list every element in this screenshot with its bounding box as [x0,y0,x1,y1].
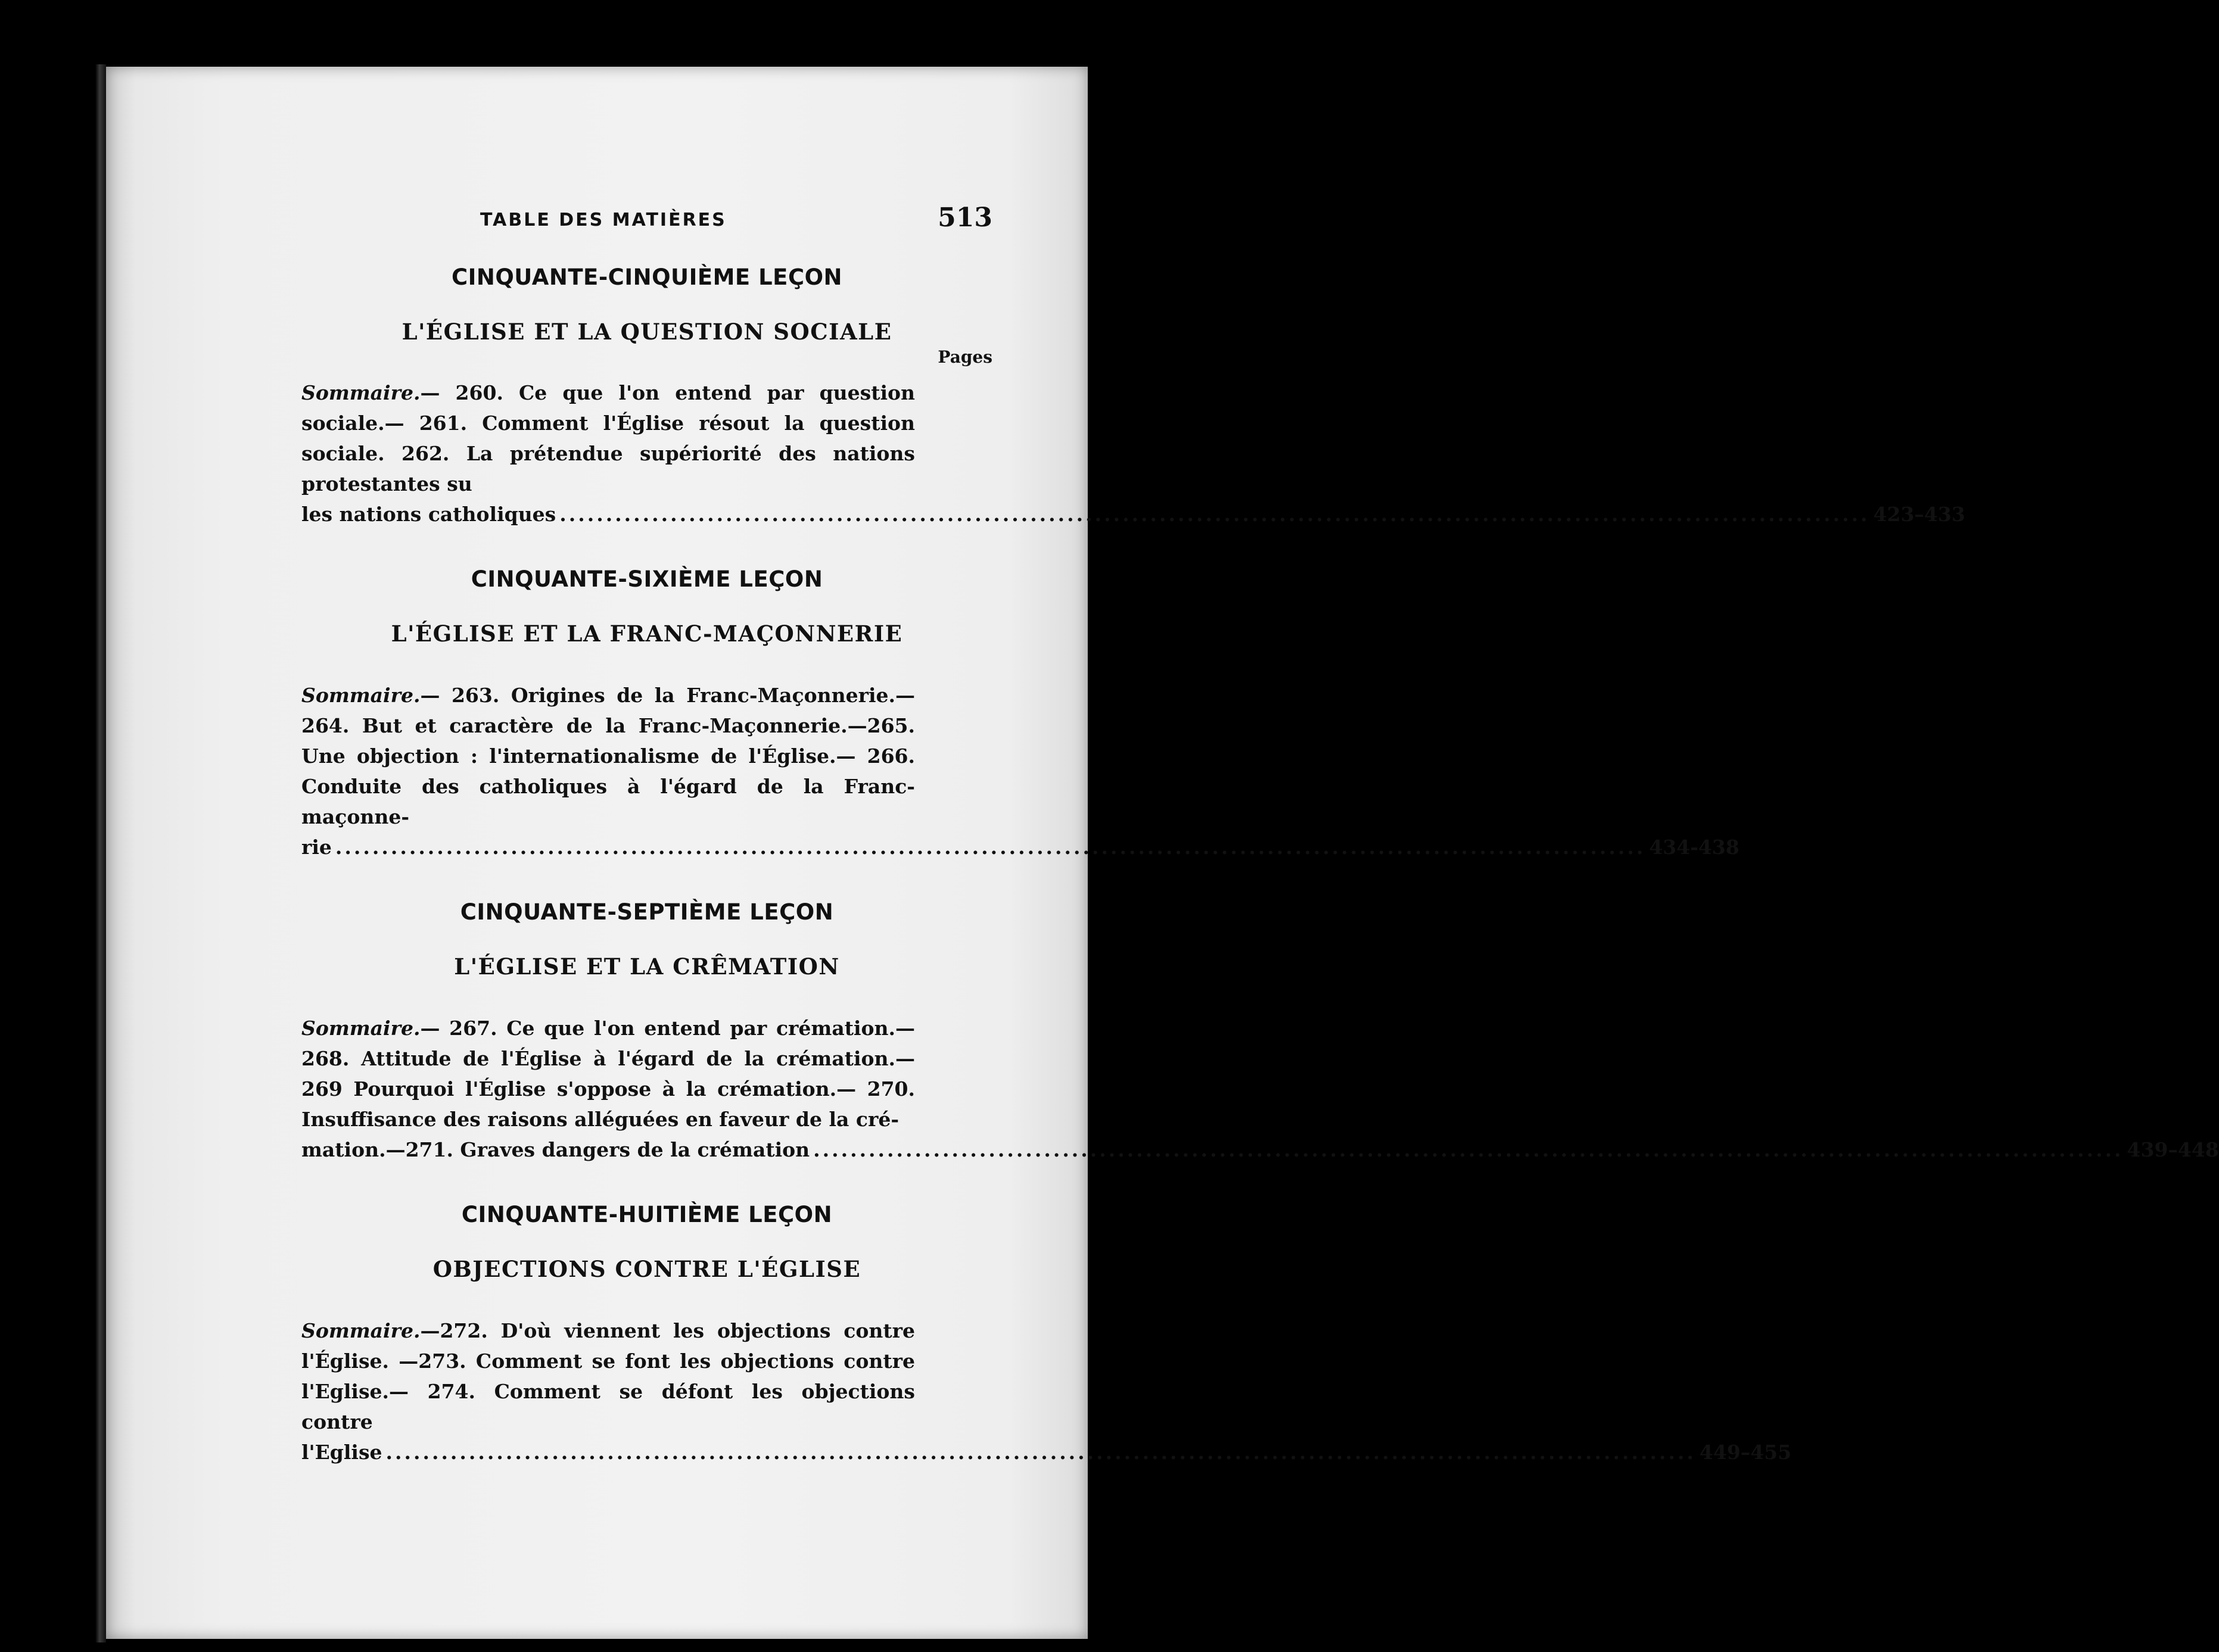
subject-title: L'ÉGLISE ET LA FRANC-MAÇONNERIE [391,621,903,647]
running-title: TABLE DES MATIÈRES [480,210,727,230]
dot-leader: .............................................................................................................................................. [559,503,1870,526]
summary-body: — 260. Ce que l'on entend par question sociale.— 261. Comment l'Église résout la question sociale. 262. La prétendue supériorité des nations protestantes su [301,381,915,495]
summary-body: — 263. Origines de la Franc-Maçonnerie.— 264. But et caractère de la Franc-Maçonnerie.—265. Une objection : l'internationalisme de l'Église.— 266. Conduite des catholiques à l'égard de la Franc-maçonne- [301,684,915,828]
summary-body: — 267. Ce que l'on entend par crémation.— 268. Attitude de l'Église à l'égard de la crémation.— 269 Pourquoi l'Église s'oppose à la crémation.— 270. Insuffisance des raisons alléguées en faveur de la cré- [301,1017,915,1131]
table-of-contents [301,197,2219,1467]
lesson-entry [301,566,1739,862]
summary-text [301,1316,915,1437]
summary-lead: Sommaire. [301,1017,421,1040]
summary-final-line [301,1134,2219,1165]
subject-title: L'ÉGLISE ET LA CRÊMATION [454,953,840,980]
lesson-title: CINQUANTE-CINQUIÈME LEÇON [451,264,843,290]
lesson-title: CINQUANTE-HUITIÈME LEÇON [461,1202,833,1227]
dot-leader: .............................................................................................................................................. [813,1138,2124,1161]
dot-leader: .............................................................................................................................................. [335,836,1646,859]
summary-last-line: mation.—271. Graves dangers de la crémation [301,1138,810,1161]
summary-text [301,378,915,499]
summary-last-line: les nations catholiques [301,503,556,526]
summary-final-line [301,499,1965,529]
summary-text [301,680,915,832]
summary-final-line [301,1437,1792,1467]
page-range: 439–448 [2127,1138,2219,1161]
summary-lead: Sommaire. [301,1319,421,1342]
summary-final-line [301,832,1739,862]
lesson-entry [301,1202,1792,1467]
page-number: 513 [938,202,992,233]
lesson-title: CINQUANTE-SEPTIÈME LEÇON [460,899,834,925]
summary-body: —272. D'où viennent les objections contre l'Église. —273. Comment se font les objections contre l'Eglise.— 274. Comment se défont les objections contre [301,1319,915,1433]
summary-lead: Sommaire. [301,684,421,707]
lesson-entry [301,899,2219,1165]
summary-last-line: rie [301,836,332,859]
page-binding-shadow [95,64,106,1642]
summary-lead: Sommaire. [301,381,421,404]
page-range: 423–433 [1873,503,1965,526]
page-range: 434-438 [1649,836,1739,859]
summary-last-line: l'Eglise [301,1441,382,1464]
subject-title: OBJECTIONS CONTRE L'ÉGLISE [432,1256,861,1282]
lesson-entry [301,264,1965,529]
subject-title: L'ÉGLISE ET LA QUESTION SOCIALE [402,319,892,345]
summary-text [301,1013,915,1134]
page-range: 449–455 [1699,1441,1792,1464]
running-head [301,197,992,238]
dot-leader: .............................................................................................................................................. [385,1441,1696,1464]
lesson-title: CINQUANTE-SIXIÈME LEÇON [471,566,823,592]
pages-column-label: Pages [938,347,992,367]
